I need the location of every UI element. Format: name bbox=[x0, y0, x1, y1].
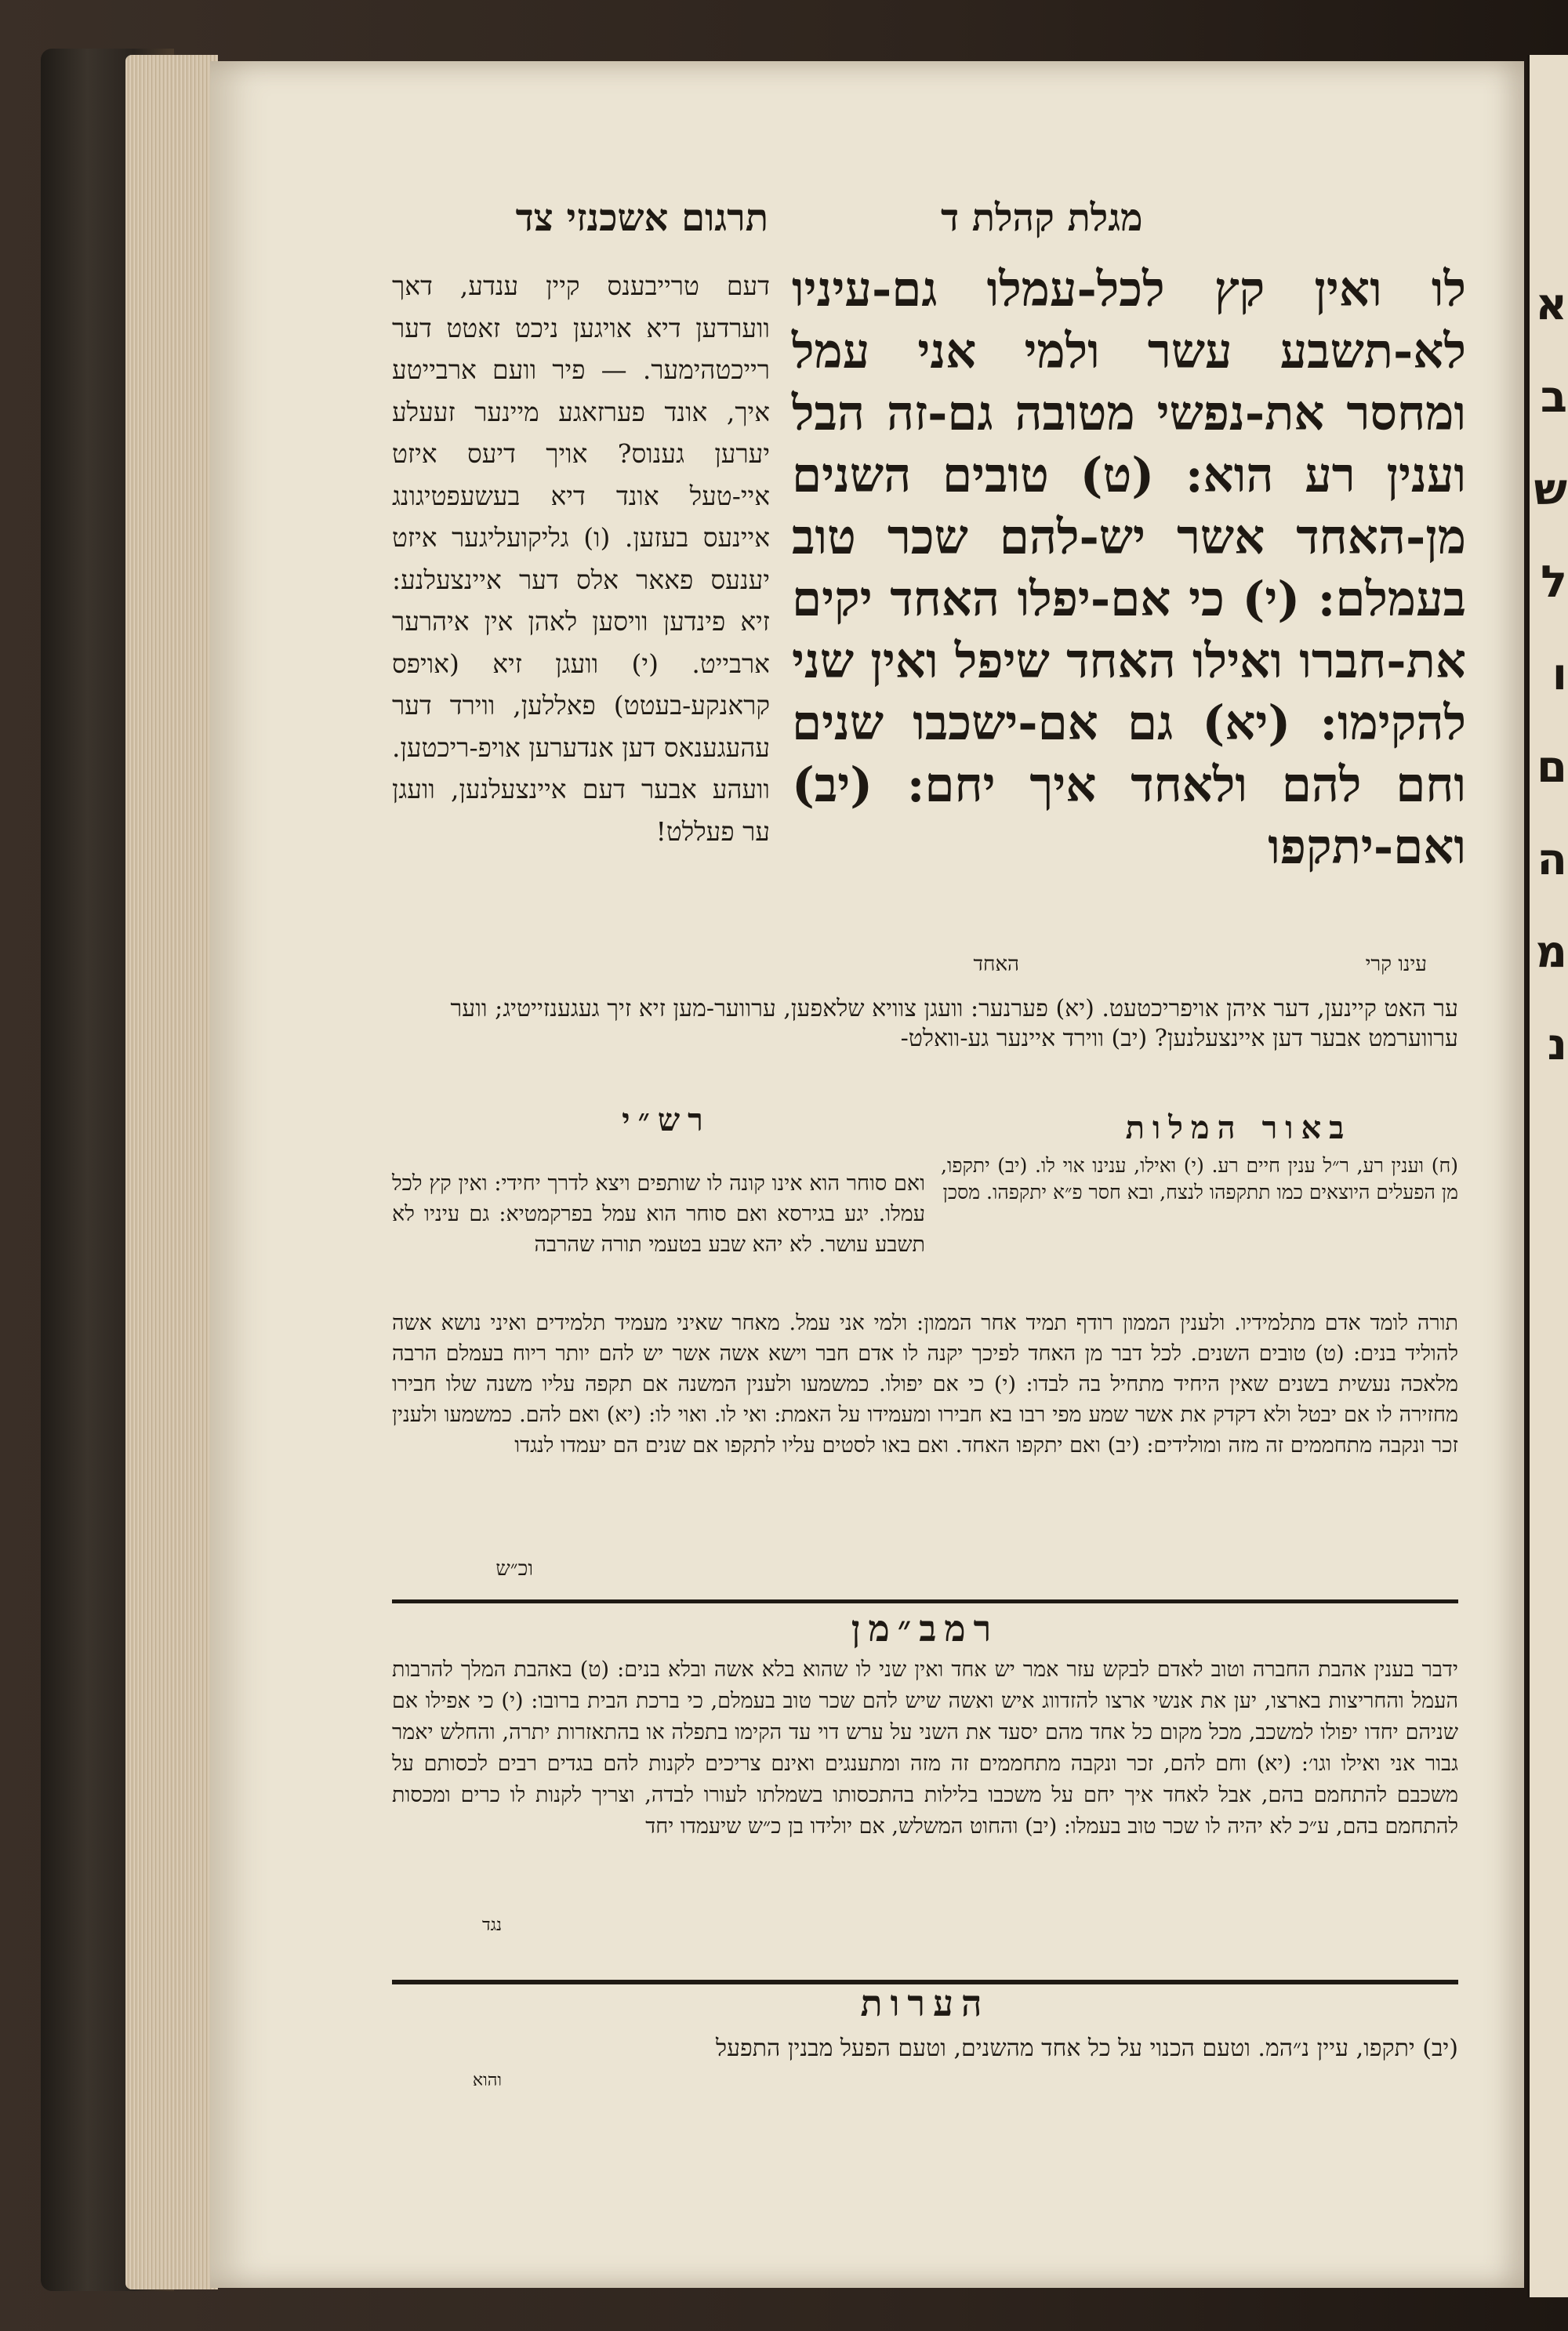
page-edges bbox=[125, 55, 218, 2289]
catchword: האחד bbox=[973, 953, 1019, 976]
biur-heading: באור המלות bbox=[1125, 1109, 1352, 1146]
translation-column: דעם טרייבענס קיין ענדע, דאך ווערדען דיא אויגען ניכט זאטט דער רייכטהימער. — פיר וועם ארבייטע איך, אונד פערזאגע מיינער זעעלע יערען גענוס? אויך דיעס איזט איי-טעל אונד דיא בעשעפטיגונג איינעס בעזען. (ו) גליקועליגער איזט יענעס פאאר אלס דער איינצעלנע: זיא פינדען וויסען לאהן אין איהרער ארבייט. (י) וועגן זיא (אויפס קראנקע-בעטט) פאללען, ווירד דער עהעגענאס דען אנדערען אויפ-ריכטען. וועהע אבער דעם איינצעלנען, וועגן ער פעללט! bbox=[392, 270, 770, 847]
ramban-catchword: נגד bbox=[482, 1915, 502, 1935]
divider-rule bbox=[392, 1599, 1458, 1603]
rashi-text-continuation: תורה לומד אדם מתלמידיו. ולענין הממון רודף תמיד אחר הממון: ולמי אני עמל. מאחר שאיני מעמיד תלמידים ואיני נושא אשה להוליד בנים: (ט) טובים השנים. לכל דבר מן האחד לפיכך יקנה לו אדם חבר וישא אשה אשר יש להם יותר ריוח בעמלם הרבה מלאכה נעשית בשנים שאין היחיד מתחיל בה לבדו: (י) כי אם יפולו. כמשמעו ולענין המשנה אם תקפה עליו משנה שלו חבירו מחזירה לו אם יבטל ולא דקדק את אשר שמע מפי רבו בא חבירו ומעמידו על האמת: ואי לו. ואוי לו: (יא) ואם להם. כמשמעו ולענין זכר ונקבה מתחממים זה מזה ומולידים: (יב) ואם יתקפו האחד. ואם באו לסטים עליו לתקפו אם שנים הם יעמדו לנגדו bbox=[392, 1311, 1458, 1458]
translation-continuation: ער האט קיינען, דער איהן אויפריכטעט. (יא) פערנער: וועגן צוויא שלאפען, ערווער-מען זיא זיך געגענזייטיג; ווער ערווערמט אבער דען איינצעלנען? (יב) ווירד איינער גע-וואלט- bbox=[450, 995, 1458, 1052]
keri-note: עינו קרי bbox=[1365, 953, 1427, 976]
rashi-heading: רש״י bbox=[622, 1102, 711, 1138]
facing-page-edge bbox=[1527, 55, 1568, 2297]
ramban-text: ידבר בענין אהבת החברה וטוב לאדם לבקש עזר אמר יש אחד ואין שני לו שהוא בלא אשה ובלא בנים: (ט) באהבת המלך להרבות העמל והחריצות בארצו, יען את אנשי ארצו להזדווג איש ואשה שיש להם שכר טוב בעמלם, כי ברכת הבית ברובו: (י) כי אפילו אם שניהם יחדו יפולו למשכב, מכל מקום כל אחד מהם יסעד את השני על ערש דוי עד הקימו בתפלה או בהתאזרות יתרה, והחלש יאמר גבור אני ואילו וגו׳: (יא) וחם להם, זכר ונקבה מתחממים זה מזה ומתענגים ואינם צריכים לקנות להם בגדים רבים לכסותם על משכבם להתחמם בהם, אבל לאחד איך יחם על משכבו בלילות בהתכסותו בשמלתו לעורו לבדה, וצריך לקנות לו כרים ומכסות להתחמם בהם, ע״כ לא יהיה לו שכר טוב בעמלו: (יב) והחוט המשלש, אם יולידו בן כ״ש שיעמדו יחד bbox=[392, 1657, 1458, 1839]
main-text-kohelet: לו ואין קץ לכל-עמלו גם-עיניו לא-תשבע עשר ולמי אני עמל ומחסר את-נפשי מטובה גם-זה הבל וענין רע הוא: (ט) טובים השנים מן-האחד אשר יש-להם שכר טוב בעמלם: (י) כי אם-יפלו האחד יקים את-חברו ואילו האחד שיפל ואין שני להקימו: (יא) גם אם-ישכבו שנים וחם להם ולאחד איך יחם: (יב) ואם-יתקפו bbox=[792, 262, 1466, 875]
notes-heading: הערות bbox=[860, 1982, 990, 2024]
header-targum: תרגום אשכנזי צד bbox=[515, 196, 768, 240]
facing-page-glyphs: אבשלוםהמנ bbox=[1534, 279, 1567, 1070]
ramban-heading: רמב״מן bbox=[851, 1607, 1000, 1650]
main-text-footer bbox=[792, 953, 1458, 984]
biur-text: (ח) וענין רע, ר״ל ענין חיים רע. (י) ואילו, ענינו אוי לו. (יב) יתקפו, מן הפעלים היוצאים כמו תתקפהו לנצח, ובא חסר פ״א יתקפהו. מסכן bbox=[941, 1154, 1458, 1204]
header-megillah: מגלת קהלת ד bbox=[941, 196, 1143, 240]
rashi-text-top: ואם סוחר הוא אינו קונה לו שותפים ויצא לדרך יחידי: ואין קץ לכל עמלו. יגע בגירסא ואם סוחר הוא עמל בפרקמטיא: גם עיניו לא תשבע עושר. לא יהא שבע בטעמי תורה שהרבה bbox=[392, 1171, 925, 1257]
notes-catchword: והוא bbox=[472, 2071, 502, 2090]
rashi-catchword: וכ״ש bbox=[495, 1557, 533, 1581]
notes-text: (יב) יתקפו, עיין נ״המ. וטעם הכנוי על כל אחד מהשנים, וטעם הפעל מבנין התפעל bbox=[716, 2035, 1458, 2062]
